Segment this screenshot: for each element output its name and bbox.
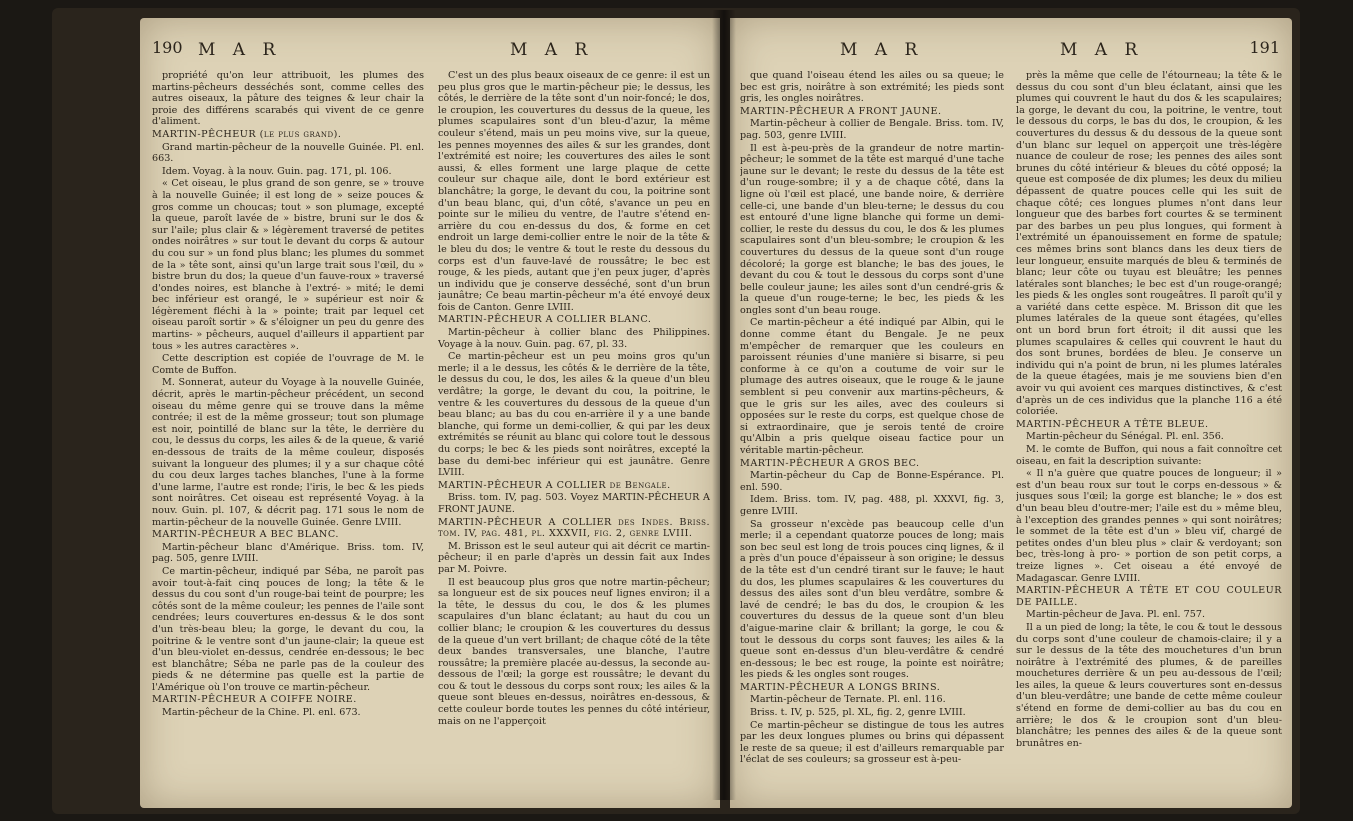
page-number: 191 xyxy=(1249,38,1280,57)
paragraph: MARTIN-PÊCHEUR A COLLIER BLANC. xyxy=(438,314,652,326)
paragraph: « Cet oiseau, le plus grand de son genre, se » trouve à la nouvelle Guinée; il est long de » seize pouces & gros comme un choucas; tout » son plumage, excepté la queue, paroît lavée de » bistre, bruni sur le dos & sur l'aile; plus clair & » légèrement traversé de petites ondes noirâtres » sur tout le devant du corps & autour du cou sur » un fond plus blanc; les plumes du sommet de la » tête sont, ainsi qu'un large trait sous l'œil, du » bistre brun du dos; la queue d'un fauve-roux » traversé d'ondes noires, est blanche à l'extré- » mité; le demi bec inférieur est orangé, le » supérieur est noir & légèrement fléchi à la » pointe; trait par lequel cet oiseau paroît sortir » & s'éloigner un peu du genre des martins- » pêcheurs, auquel d'ailleurs il appartient par tous » les autres caractères ». xyxy=(152,178,424,352)
paragraph: propriété qu'on leur attribuoit, les plumes des martins-pêcheurs desséchés sont, comme celles des autres oiseaux, la pâture des teignes & leur chair la proie des différens scarabés qui vivent de ce genre d'aliment. xyxy=(152,70,424,128)
text-column xyxy=(740,70,1004,796)
paragraph: que quand l'oiseau étend les ailes ou sa queue; le bec est gris, noirâtre à son extrémité; les pieds sont gris, les ongles noirâtres. xyxy=(740,70,1004,105)
paragraph: Il a un pied de long; la tête, le cou & tout le dessous du corps sont d'une couleur de chamois-claire; il y a sur le dessus de la tête des mouchetures d'un brun noirâtre à l'extrémité des plumes, & de pareilles mouchetures derrière & un peu au-dessous de l'œil; les ailes, la queue & leurs couvertures sont en-dessus d'un bleu-verdâtre; une bande de cette même couleur s'étend en forme de demi-collier au bas du cou en arrière; le dos & le croupion sont d'un bleu-blanchâtre; les pennes des ailes & de la queue sont brunâtres en- xyxy=(1016,621,1282,749)
paragraph: Briss. tom. IV, pag. 503. Voyez MARTIN-PÊCHEUR A FRONT JAUNE. xyxy=(438,492,710,515)
paragraph: M. le comte de Buffon, qui nous a fait connoître cet oiseau, en fait la description suivante: xyxy=(1016,444,1282,467)
book-gutter xyxy=(712,10,736,800)
paragraph: MARTIN-PÊCHEUR A COLLIER de Bengale. xyxy=(438,479,671,491)
paragraph: Idem. Voyag. à la nouv. Guin. pag. 171, pl. 106. xyxy=(162,165,392,177)
paragraph: MARTIN-PÊCHEUR A GROS BEC. xyxy=(740,457,920,469)
right-page xyxy=(730,18,1292,808)
paragraph: Ce martin-pêcheur se distingue de tous les autres par les deux longues plumes ou brins qui dépassent le reste de sa queue; il est d'ailleurs remarquable par l'éclat de ses couleurs; sa grosseur est à-peu- xyxy=(740,719,1004,766)
text-column xyxy=(438,70,710,796)
paragraph: Martin-pêcheur du Cap de Bonne-Espérance. Pl. enl. 590. xyxy=(740,470,1004,493)
paragraph: MARTIN-PÊCHEUR (le plus grand). xyxy=(152,128,342,140)
paragraph: M. Brisson est le seul auteur qui ait décrit ce martin-pêcheur; il en parle d'après un dessin fait aux Indes par M. Poivre. xyxy=(438,540,710,575)
paragraph: Sa grosseur n'excède pas beaucoup celle d'un merle; il a cependant quatorze pouces de long; mais son bec seul est long de trois pouces cinq lignes, & il a près d'un pouce d'épaisseur à son origine; le dessus de la tête est d'un cendré tirant sur le fauve; le haut du dos, les plumes scapulaires & les couvertures du dessus des ailes sont d'un bleu verdâtre, sombre & lavé de cendré; le bas du dos, le croupion & les couvertures du dessus de la queue sont d'un bleu d'aigue-marine clair & brillant; la gorge, le cou & tout le dessous du corps sont fauves; les ailes & la queue sont en-dessus d'un bleu-verdâtre & cendré en-dessous; le bec est rouge, la pointe est noirâtre; les pieds & les ongles sont rouges. xyxy=(740,518,1004,681)
paragraph: Cette description est copiée de l'ouvrage de M. le Comte de Buffon. xyxy=(152,353,424,376)
paragraph: Martin-pêcheur de Ternate. Pl. enl. 116. xyxy=(750,694,946,706)
paragraph: MARTIN-PÊCHEUR A TÊTE BLEUE. xyxy=(1016,418,1209,430)
text-column xyxy=(152,70,424,796)
paragraph: « Il n'a guère que quatre pouces de longueur; il » est d'un beau roux sur tout le corps en-dessous » & jusques sous l'œil; la gorge est blanche; le » dos est d'un beau bleu d'outre-mer; l'aile est du » même bleu, à l'exception des grandes pennes » qui sont noirâtres; le sommet de la tête est d'un » bleu vif, chargé de petites ondes d'un bleu plus » clair & verdoyant; son bec, très-long à pro- » portion de son petit corps, a treize lignes ». Cet oiseau a été envoyé de Madagascar. Genre LVIII. xyxy=(1016,468,1282,584)
paragraph: Il est beaucoup plus gros que notre martin-pêcheur; sa longueur est de six pouces neuf lignes environ; il a la tête, le dessus du cou, le dos & les plumes scapulaires d'un blanc éclatant; au haut du cou un collier blanc; le croupion & les couvertures du dessus de la queue d'un vert brillant; de chaque côté de la tête deux bandes transversales, une blanche, l'autre roussâtre; la première placée au-dessus, la seconde au-dessous de l'œil; la gorge est roussâtre; le devant du cou & tout le dessous du corps sont roux; les ailes & la queue sont bleues en-dessus, noirâtres en-dessous, & cette couleur borde toutes les pennes du côté intérieur, mais on ne l'apperçoit xyxy=(438,576,710,727)
paragraph: Martin-pêcheur à collier de Bengale. Briss. tom. IV, pag. 503, genre LVIII. xyxy=(740,118,1004,141)
paragraph: Martin-pêcheur de la Chine. Pl. enl. 673. xyxy=(162,707,361,719)
paragraph: Martin-pêcheur blanc d'Amérique. Briss. tom. IV, pag. 505, genre LVIII. xyxy=(152,541,424,565)
paragraph: MARTIN-PÊCHEUR A COIFFE NOIRE. xyxy=(152,694,357,706)
paragraph: près la même que celle de l'étourneau; la tête & le dessus du cou sont d'un bleu éclatant, ainsi que les plumes qui couvrent le haut du dos & les scapulaires; la gorge, le devant du cou, la poitrine, le ventre, tout le dessous du corps, le bas du dos, le croupion, & les couvertures du dessus & du dessous de la queue sont d'un blanc sur lequel on apperçoit une très-légère nuance de couleur de rose; les pennes des ailes sont brunes du côté intérieur & bleues du côté opposé; la queue est composée de dix plumes; les deux du milieu dépassent de quatre pouces celle qui les suit de chaque côté; ces longues plumes n'ont dans leur longueur que des barbes fort courtes & se terminent par des barbes un peu plus longues, qui forment à l'extrémité un épanouissement en forme de spatule; ces mêmes brins sont blancs dans les deux tiers de leur longueur, ensuite marqués de bleu & terminés de blanc; leur côte ou tuyau est bleuâtre; les pennes latérales sont blanches; le bec est d'un rouge-orangé; les pieds & les ongles sont rougeâtres. Il paroît qu'il y a variété dans cette espèce. M. Brisson dit que les plumes latérales de la queue sont étagées, qu'elles ont un bord brun fort étroit; il dit aussi que les plumes scapulaires & celles qui couvrent le haut du dos sont brunes, bordées de bleu. Je conserve un individu qui n'a point de brun, ni les plumes latérales de la queue étagées, mais je me souviens bien d'en avoir vu qui avoient ces marques distinctives, & c'est d'après un de ces individus que la planche 116 a été coloriée. xyxy=(1016,70,1282,418)
paragraph: Idem. Briss. tom. IV, pag. 488, pl. XXXVI, fig. 3, genre LVIII. xyxy=(740,494,1004,517)
paragraph: MARTIN-PÊCHEUR A FRONT JAUNE. xyxy=(740,105,942,117)
paragraph: Grand martin-pêcheur de la nouvelle Guinée. Pl. enl. 663. xyxy=(152,141,424,165)
left-page xyxy=(140,18,720,808)
paragraph: C'est un des plus beaux oiseaux de ce genre: il est un peu plus gros que le martin-pêcheur pie; le dessus, les côtés, le derrière de la tête sont d'un noir-foncé; le dos, le croupion, les couvertures du dessus de la queue, les plumes scapulaires sont d'un bleu-d'azur, la même couleur s'étend, mais un peu moins vive, sur la queue, les pennes moyennes des ailes & sur les grandes, dont l'extrémité est noire; les couvertures des ailes le sont aussi, & elles forment une large plaque de cette couleur sur chaque aile, dont le bord extérieur est blanchâtre; la gorge, le devant du cou, la poitrine sont d'un beau blanc, qui, d'un côté, s'avance un peu en pointe sur le milieu du ventre, de l'autre s'étend en-arrière du cou en-dessus du dos, & forme en cet endroit un large demi-collier entre le noir de la tête & le bleu du dos; le ventre & tout le reste du dessous du corps est d'un fauve-lavé de roussâtre; le bec est rouge, & les pieds, autant que j'en peux juger, d'après un individu que je conserve desséché, sont d'un brun jaunâtre; Ce beau martin-pêcheur m'a été envoyé deux fois de Canton. Genre LVIII. xyxy=(438,70,710,313)
book-spread xyxy=(52,8,1300,814)
text-column xyxy=(1016,70,1282,796)
paragraph: MARTIN-PÊCHEUR A LONGS BRINS. xyxy=(740,681,941,693)
paragraph: Ce martin-pêcheur est un peu moins gros qu'un merle; il a le dessus, les côtés & le derrière de la tête, le dessus du cou, le dos, les ailes & la queue d'un bleu verdâtre; la gorge, le devant du cou, la poitrine, le ventre & les couvertures du dessous de la queue d'un beau blanc; au bas du cou en-arrière il y a une bande blanche, qui forme un demi-collier, & qui par les deux extrémités se réunit au blanc qui colore tout le dessous du corps; le bec & les pieds sont noirâtres, excepté la base du demi-bec inférieur qui est jaunâtre. Genre LVIII. xyxy=(438,351,710,479)
paragraph: MARTIN-PÊCHEUR A TÊTE ET COU COULEUR DE PAILLE. xyxy=(1016,585,1282,608)
running-head: M A R xyxy=(1060,40,1144,60)
paragraph: Martin-pêcheur du Sénégal. Pl. enl. 356. xyxy=(1026,431,1224,443)
page-number: 190 xyxy=(152,38,183,57)
paragraph: Il est à-peu-près de la grandeur de notre martin-pêcheur; le sommet de la tête est marqué d'une tache jaune sur le devant; le reste du dessus de la tête est d'un rouge-sombre; il y a de chaque côté, dans la ligne où l'œil est placé, une bande noire, & derrière celle-ci, une bande d'un bleu-terne; le dessus du cou est entouré d'une ligne blanche qui forme un demi-collier, le reste du dessus du cou, le dos & les plumes scapulaires sont d'un bleu-sombre; le croupion & les couvertures du dessus de la queue sont d'un rouge décoloré; la gorge est blanche; le bas des joues, le devant du cou & tout le dessous du corps sont d'une belle couleur jaune; les ailes sont d'un cendré-gris & la queue d'un rouge-terne; le bec, les pieds & les ongles sont d'un beau rouge. xyxy=(740,142,1004,316)
paragraph: M. Sonnerat, auteur du Voyage à la nouvelle Guinée, décrit, après le martin-pêcheur précédent, un second oiseau du même genre qui se trouve dans la même contrée; il est de la même grosseur; tout son plumage est noir, pointillé de blanc sur la tête, le derrière du cou, le dessus du corps, les ailes & de la queue, & varié en-dessous de traits de la même couleur, disposés suivant la longueur des plumes; il y a sur chaque côté du cou deux larges taches blanches, l'une à la forme d'une larme, l'autre est ronde; l'iris, le bec & les pieds sont noirâtres. Cet oiseau est représenté Voyag. à la nouv. Guin. pl. 107, & décrit pag. 171 sous le nom de martin-pêcheur de la nouvelle Guinée. Genre LVIII. xyxy=(152,377,424,528)
paragraph: Briss. t. IV, p. 525, pl. XL, fig. 2, genre LVIII. xyxy=(750,707,966,719)
paragraph: MARTIN-PÊCHEUR A COLLIER des Indes. Briss. tom. IV, pag. 481, pl. XXXVII, fig. 2, genre LVIII. xyxy=(438,516,710,540)
paragraph: Martin-pêcheur à collier blanc des Philippines. Voyage à la nouv. Guin. pag. 67, pl. 33. xyxy=(438,327,710,350)
paragraph: MARTIN-PÊCHEUR A BEC BLANC. xyxy=(152,529,339,541)
running-head: M A R xyxy=(198,40,282,60)
paragraph: Martin-pêcheur de Java. Pl. enl. 757. xyxy=(1026,609,1206,621)
paragraph: Ce martin-pêcheur a été indiqué par Albin, qui le donne comme étant du Bengale. Je ne peux m'empêcher de remarquer que les couleurs en paroissent réunies d'une manière si bisarre, si peu conforme à ce qu'on a coutume de voir sur le plumage des autres oiseaux, que le rouge & le jaune semblent si peu convenir aux martins-pêcheurs, & que le gris sur les ailes, avec des couleurs si opposées sur le reste du corps, est quelque chose de si extraordinaire, que je serois tenté de croire qu'Albin a pris quelque oiseau factice pour un véritable martin-pêcheur. xyxy=(740,317,1004,456)
running-head: M A R xyxy=(840,40,924,60)
paragraph: Ce martin-pêcheur, indiqué par Séba, ne paroît pas avoir tout-à-fait cinq pouces de long; la tête & le dessus du cou sont d'un rouge-bai teint de pourpre; les côtés sont de la même couleur; les pennes de l'aile sont cendrées; leurs couvertures en-dessus & le dos sont d'un très-beau bleu; la gorge, le devant du cou, la poitrine & le ventre sont d'un jaune-clair; la queue est d'un bleu-violet en-dessus, cendrée en-dessous; le bec est blanchâtre; Séba ne parle pas de la couleur des pieds & ne détermine pas quelle est la partie de l'Amérique où l'on trouve ce martin-pêcheur. xyxy=(152,565,424,693)
running-head: M A R xyxy=(510,40,594,60)
